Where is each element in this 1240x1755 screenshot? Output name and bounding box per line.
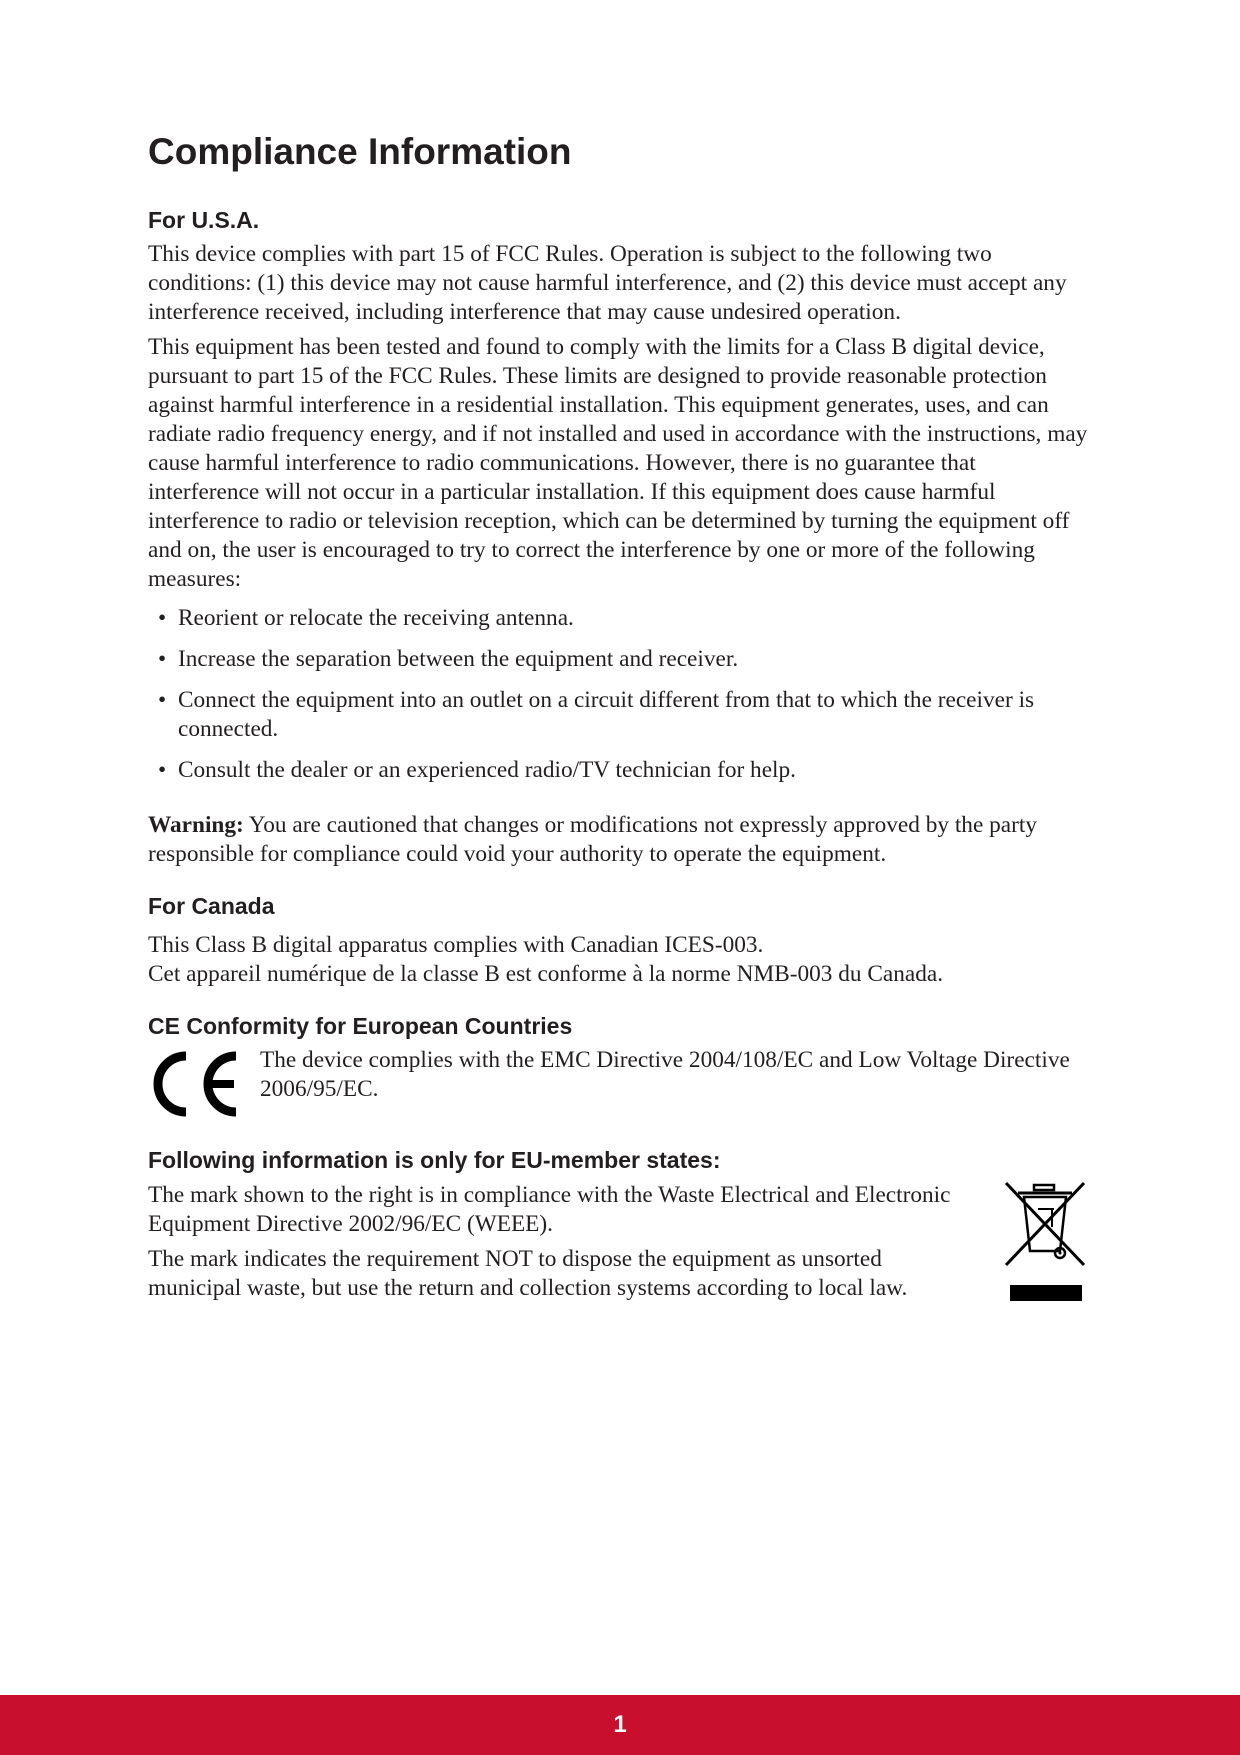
eu-row [148,1181,1088,1309]
list-item: • Consult the dealer or an experienced radio/TV technician for help. [148,756,1088,785]
canada-line-english: This Class B digital apparatus complies with Canadian ICES-003. [148,931,764,958]
usa-paragraph-2: This equipment has been tested and found to comply with the limits for a Class B digital device, pursuant to part 15 of the FCC Rules. These limits are designed to provide reasonable protection against harmful interference in a residential installation. This equipment generates, uses, and can radiate radio frequency energy, and if not installed and used in accordance with the instructions, may cause harmful interference to radio communications. However, there is no guarantee that interference will not occur in a particular installation. If this equipment does cause harmful interference to radio or television reception, which can be determined by turning the equipment off and on, the user is encouraged to try to correct the interference by one or more of the following measures: [148,334,1088,593]
section-heading-usa: For U.S.A. [148,206,260,233]
page-title: Compliance Information [148,131,572,172]
list-item: • Connect the equipment into an outlet on a circuit different from that to which the receiver is connected. [148,686,1088,744]
eu-paragraph-1: The mark shown to the right is in compliance with the Waste Electrical and Electronic Equipment Directive 2002/96/EC (WEEE). [148,1182,951,1238]
page-number: 1 [613,1711,627,1738]
ce-mark-icon [148,1046,260,1123]
warning-label: Warning: [148,812,244,839]
section-canada [148,893,1088,989]
section-eu [148,1147,1088,1309]
page-footer [0,1695,1240,1755]
section-usa [148,207,1088,870]
section-heading-canada: For Canada [148,893,275,920]
warning-text: You are cautioned that changes or modifications not expressly approved by the party responsible for compliance could void your authority to operate the equipment. [148,812,1037,868]
ce-text: The device complies with the EMC Directive 2004/108/EC and Low Voltage Directive 2006/95/EC. [260,1047,1070,1103]
list-item: • Increase the separation between the equipment and receiver. [148,645,1088,674]
section-heading-eu: Following information is only for EU-member states: [148,1147,721,1174]
eu-text-block [148,1181,978,1309]
weee-bin-icon [978,1181,1088,1305]
section-ce [148,1013,1088,1124]
ce-row [148,1046,1088,1123]
document-page [148,132,1088,1333]
canada-line-french: Cet appareil numérique de la classe B est conforme à la norme NMB-003 du Canada. [148,960,944,987]
warning-paragraph [148,811,1088,869]
section-heading-ce: CE Conformity for European Countries [148,1012,573,1039]
measures-list [148,604,1088,785]
ce-text-block [260,1046,1088,1110]
usa-paragraph-1: This device complies with part 15 of FCC Rules. Operation is subject to the following two conditions: (1) this device may not cause harmful interference, and (2) this device must accept any interference received, including interference that may cause undesired operation. [148,241,1067,326]
eu-paragraph-2: The mark indicates the requirement NOT to dispose the equipment as unsorted municipal waste, but use the return and collection systems according to local law. [148,1246,908,1302]
list-item: • Reorient or relocate the receiving antenna. [148,604,1088,633]
